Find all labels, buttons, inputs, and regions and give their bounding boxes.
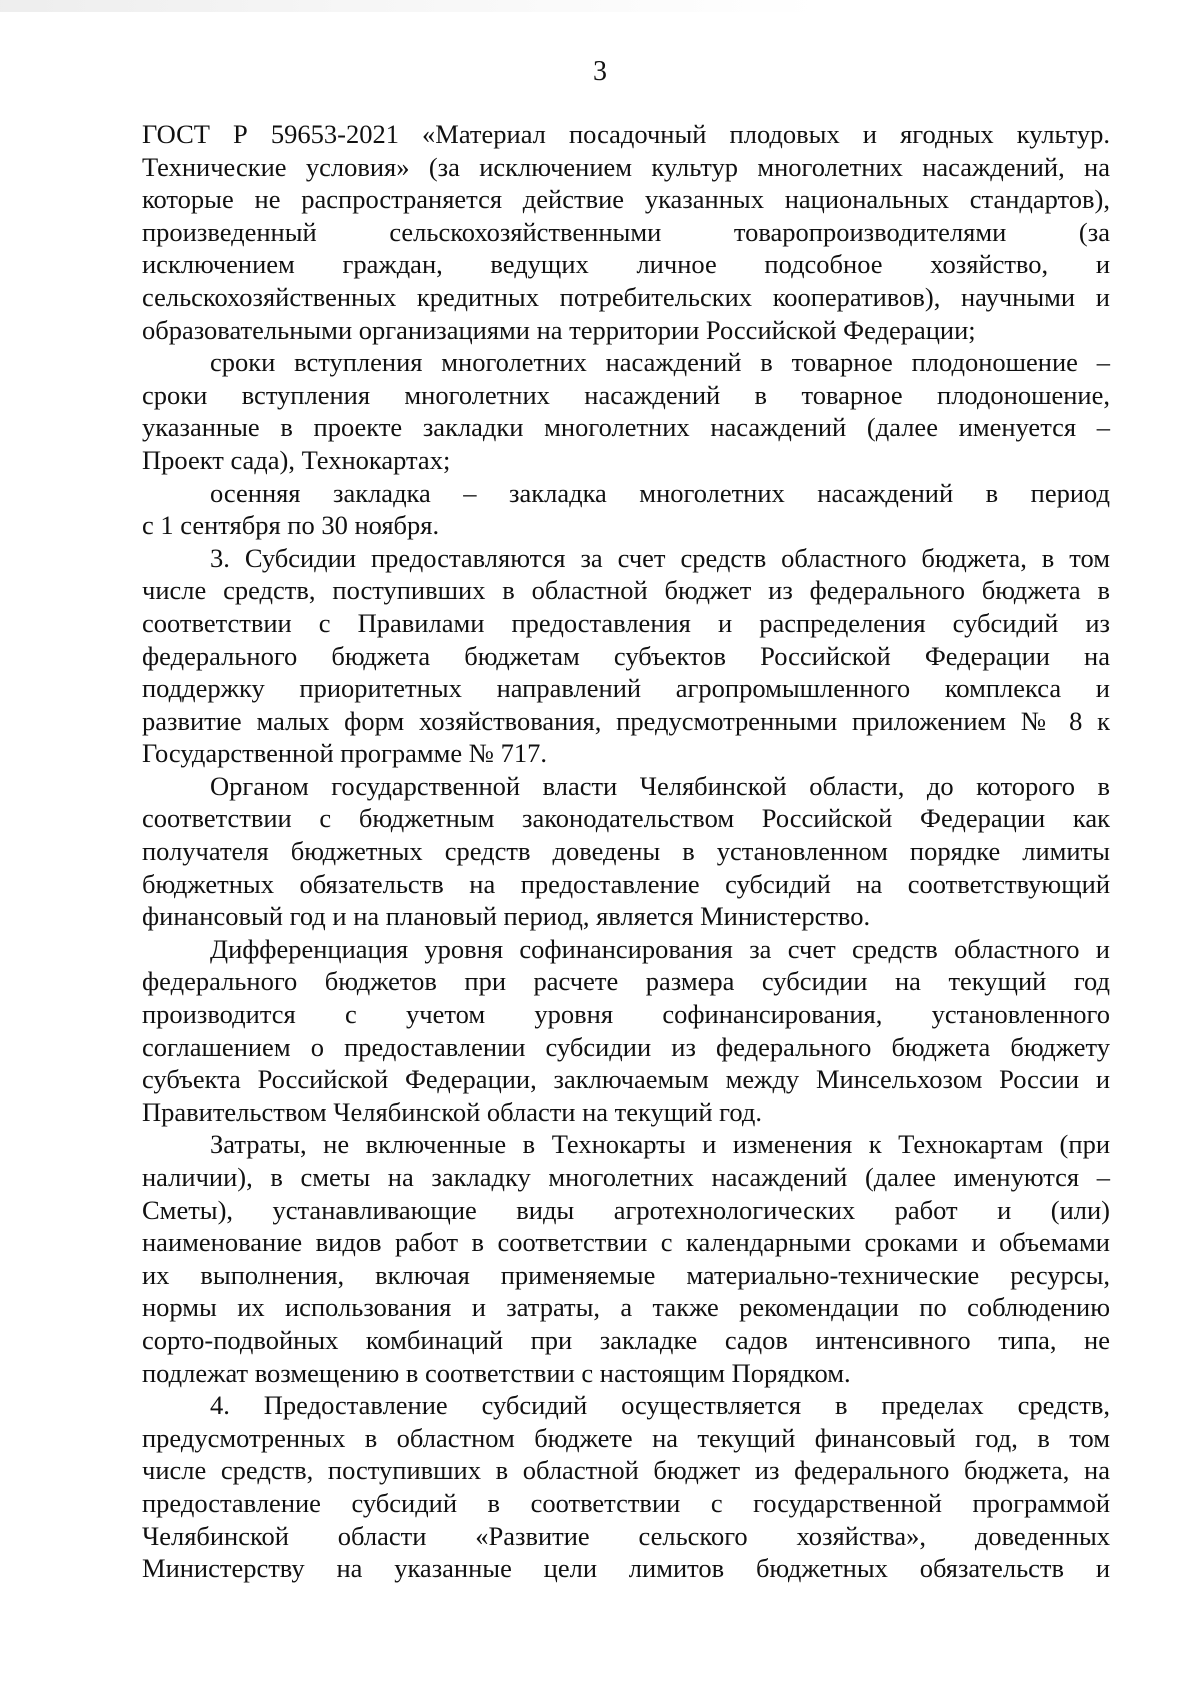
text-line: соответствии с бюджетным законодательством Российской Федерации как	[142, 803, 1110, 834]
text-line: Технические условия» (за исключением культур многолетних насаждений, на	[142, 151, 1110, 182]
paragraph-4	[142, 542, 1110, 770]
paragraph-6	[142, 933, 1110, 1129]
paragraph-7	[142, 1128, 1110, 1389]
text-line: федерального бюджета бюджетам субъектов Российской Федерации на	[142, 640, 1110, 671]
paragraph-5	[142, 770, 1110, 933]
text-line: Правительством Челябинской области на текущий год.	[142, 1096, 762, 1127]
text-line: федерального бюджетов при расчете размера субсидии на текущий год	[142, 966, 1110, 997]
text-line: развитие малых форм хозяйствования, предусмотренными приложением № 8 к	[142, 705, 1110, 736]
text-line: Затраты, не включенные в Технокарты и изменения к Технокартам (при	[210, 1129, 1110, 1160]
text-line: с 1 сентября по 30 ноября.	[142, 510, 440, 541]
text-line: предоставление субсидий в соответствии с государственной программой	[142, 1487, 1110, 1518]
text-line: 4. Предоставление субсидий осуществляется в пределах средств,	[210, 1390, 1110, 1421]
text-line: Органом государственной власти Челябинской области, до которого в	[210, 770, 1110, 801]
text-line: осенняя закладка – закладка многолетних насаждений в период	[210, 477, 1110, 508]
paragraph-2	[142, 346, 1110, 476]
text-line: числе средств, поступивших в областной бюджет из федерального бюджета, на	[142, 1455, 1110, 1486]
text-line: Дифференциация уровня софинансирования за счет средств областного и	[210, 933, 1110, 964]
paragraph-3	[142, 477, 1110, 542]
text-line: сорто-подвойных комбинаций при закладке садов интенсивного типа, не	[142, 1324, 1110, 1355]
text-line: финансовый год и на плановый период, является Министерство.	[142, 901, 871, 932]
text-line: Министерству на указанные цели лимитов бюджетных обязательств и	[142, 1553, 1110, 1584]
document-body	[142, 118, 1110, 1585]
text-line: указанные в проекте закладки многолетних насаждений (далее именуется –	[142, 412, 1110, 443]
text-line: Челябинской области «Развитие сельского хозяйства», доведенных	[142, 1520, 1110, 1551]
text-line: которые не распространяется действие указанных национальных стандартов),	[142, 184, 1110, 215]
text-line: наименование видов работ в соответствии с календарными сроками и объемами	[142, 1227, 1110, 1258]
text-line: наличии), в сметы на закладку многолетних насаждений (далее именуются –	[142, 1162, 1110, 1192]
text-line: числе средств, поступивших в областной бюджет из федерального бюджета в	[142, 575, 1110, 606]
text-line: получателя бюджетных средств доведены в установленном порядке лимиты	[142, 836, 1110, 867]
text-line: подлежат возмещению в соответствии с настоящим Порядком.	[142, 1357, 851, 1388]
text-line: сроки вступления многолетних насаждений в товарное плодоношение,	[142, 379, 1110, 410]
text-line: субъекта Российской Федерации, заключаемым между Минсельхозом России и	[142, 1064, 1110, 1095]
text-line: их выполнения, включая применяемые материально-технические ресурсы,	[142, 1259, 1110, 1290]
text-line: сельскохозяйственных кредитных потребительских кооперативов), научными и	[142, 281, 1110, 312]
text-line: Государственной программе № 717.	[142, 738, 548, 769]
text-line: произведенный сельскохозяйственными товаропроизводителями (за	[142, 216, 1110, 247]
page-number: 3	[593, 56, 607, 87]
text-line: ГОСТ Р 59653-2021 «Материал посадочный плодовых и ягодных культур.	[142, 119, 1110, 149]
text-line: поддержку приоритетных направлений агропромышленного комплекса и	[142, 673, 1110, 704]
paragraph-8	[142, 1389, 1110, 1585]
text-line: нормы их использования и затраты, а также рекомендации по соблюдению	[142, 1292, 1110, 1323]
text-line: 3. Субсидии предоставляются за счет средств областного бюджета, в том	[210, 542, 1110, 573]
paragraph-1	[142, 118, 1110, 346]
text-line: Проект сада), Технокартах;	[142, 444, 451, 475]
text-line: соглашением о предоставлении субсидии из федерального бюджета бюджету	[142, 1031, 1110, 1062]
text-line: Сметы), устанавливающие виды агротехнологических работ и (или)	[142, 1194, 1110, 1225]
scan-artifact-strip	[0, 0, 820, 12]
text-line: образовательными организациями на территории Российской Федерации;	[142, 314, 976, 345]
text-line: сроки вступления многолетних насаждений в товарное плодоношение –	[210, 347, 1110, 378]
text-line: соответствии с Правилами предоставления и распределения субсидий из	[142, 607, 1110, 638]
text-line: исключением граждан, ведущих личное подсобное хозяйство, и	[142, 249, 1110, 280]
text-line: бюджетных обязательств на предоставление субсидий на соответствующий	[142, 868, 1110, 899]
text-line: производится с учетом уровня софинансирования, установленного	[142, 999, 1110, 1030]
text-line: предусмотренных в областном бюджете на текущий финансовый год, в том	[142, 1422, 1110, 1453]
